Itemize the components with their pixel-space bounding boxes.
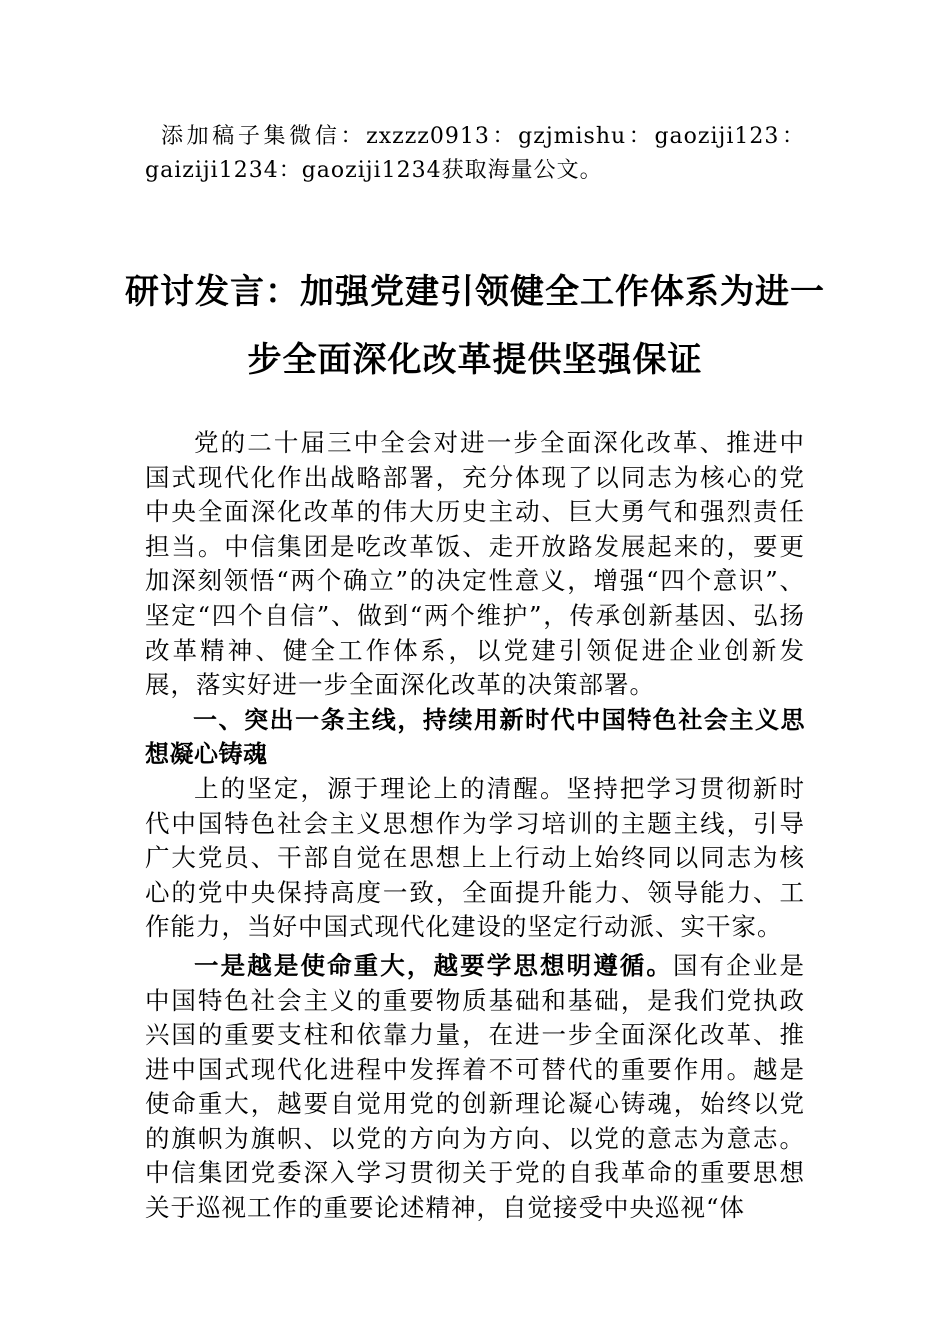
wechat-notice: 添加稿子集微信：zxzzz0913：gzjmishu：gaoziji123：gaiziji1234：gaoziji1234获取海量公文。 [145,124,805,183]
section-heading: 一、突出一条主线，持续用新时代中国特色社会主义思想凝心铸魂 [145,705,805,769]
document-body [145,426,805,1226]
point-paragraph [145,949,805,1226]
page-title: 研讨发言：加强党建引领健全工作体系为进一步全面深化改革提供坚强保证 [125,272,825,380]
point-body: 国有企业是中国特色社会主义的重要物质基础和基础，是我们党执政兴国的重要支柱和依靠力量，在进一步全面深化改革、推进中国式现代化进程中发挥着不可替代的重要作用。越是使命重大，越要自觉用党的创新理论凝心铸魂，始终以党的旗帜为旗帜、以党的方向为方向、以党的意志为意志。中信集团党委深入学习贯彻关于党的自我革命的重要思想关于巡视工作的重要论述精神，自觉接受中央巡视“体 [145,950,806,1223]
intro-paragraph: 党的二十届三中全会对进一步全面深化改革、推进中国式现代化作出战略部署，充分体现了以同志为核心的党中央全面深化改革的伟大历史主动、巨大勇气和强烈责任担当。中信集团是吃改革饭、走开放路发展起来的，要更加深刻领悟“两个确立”的决定性意义，增强“四个意识”、坚定“四个自信”、做到“两个维护”，传承创新基因、弘扬改革精神、健全工作体系，以党建引领促进企业创新发展，落实好进一步全面深化改革的决策部署。 [145,428,805,700]
point-lead: 一是越是使命重大，越要学思想明遵循。 [194,950,674,980]
section-paragraph: 上的坚定，源于理论上的清醒。坚持把学习贯彻新时代中国特色社会主义思想作为学习培训的主题主线，引导广大党员、干部自觉在思想上上行动上始终同以同志为核心的党中央保持高度一致，全面提升能力、领导能力、工作能力，当好中国式现代化建设的坚定行动派、实干家。 [145,773,805,942]
